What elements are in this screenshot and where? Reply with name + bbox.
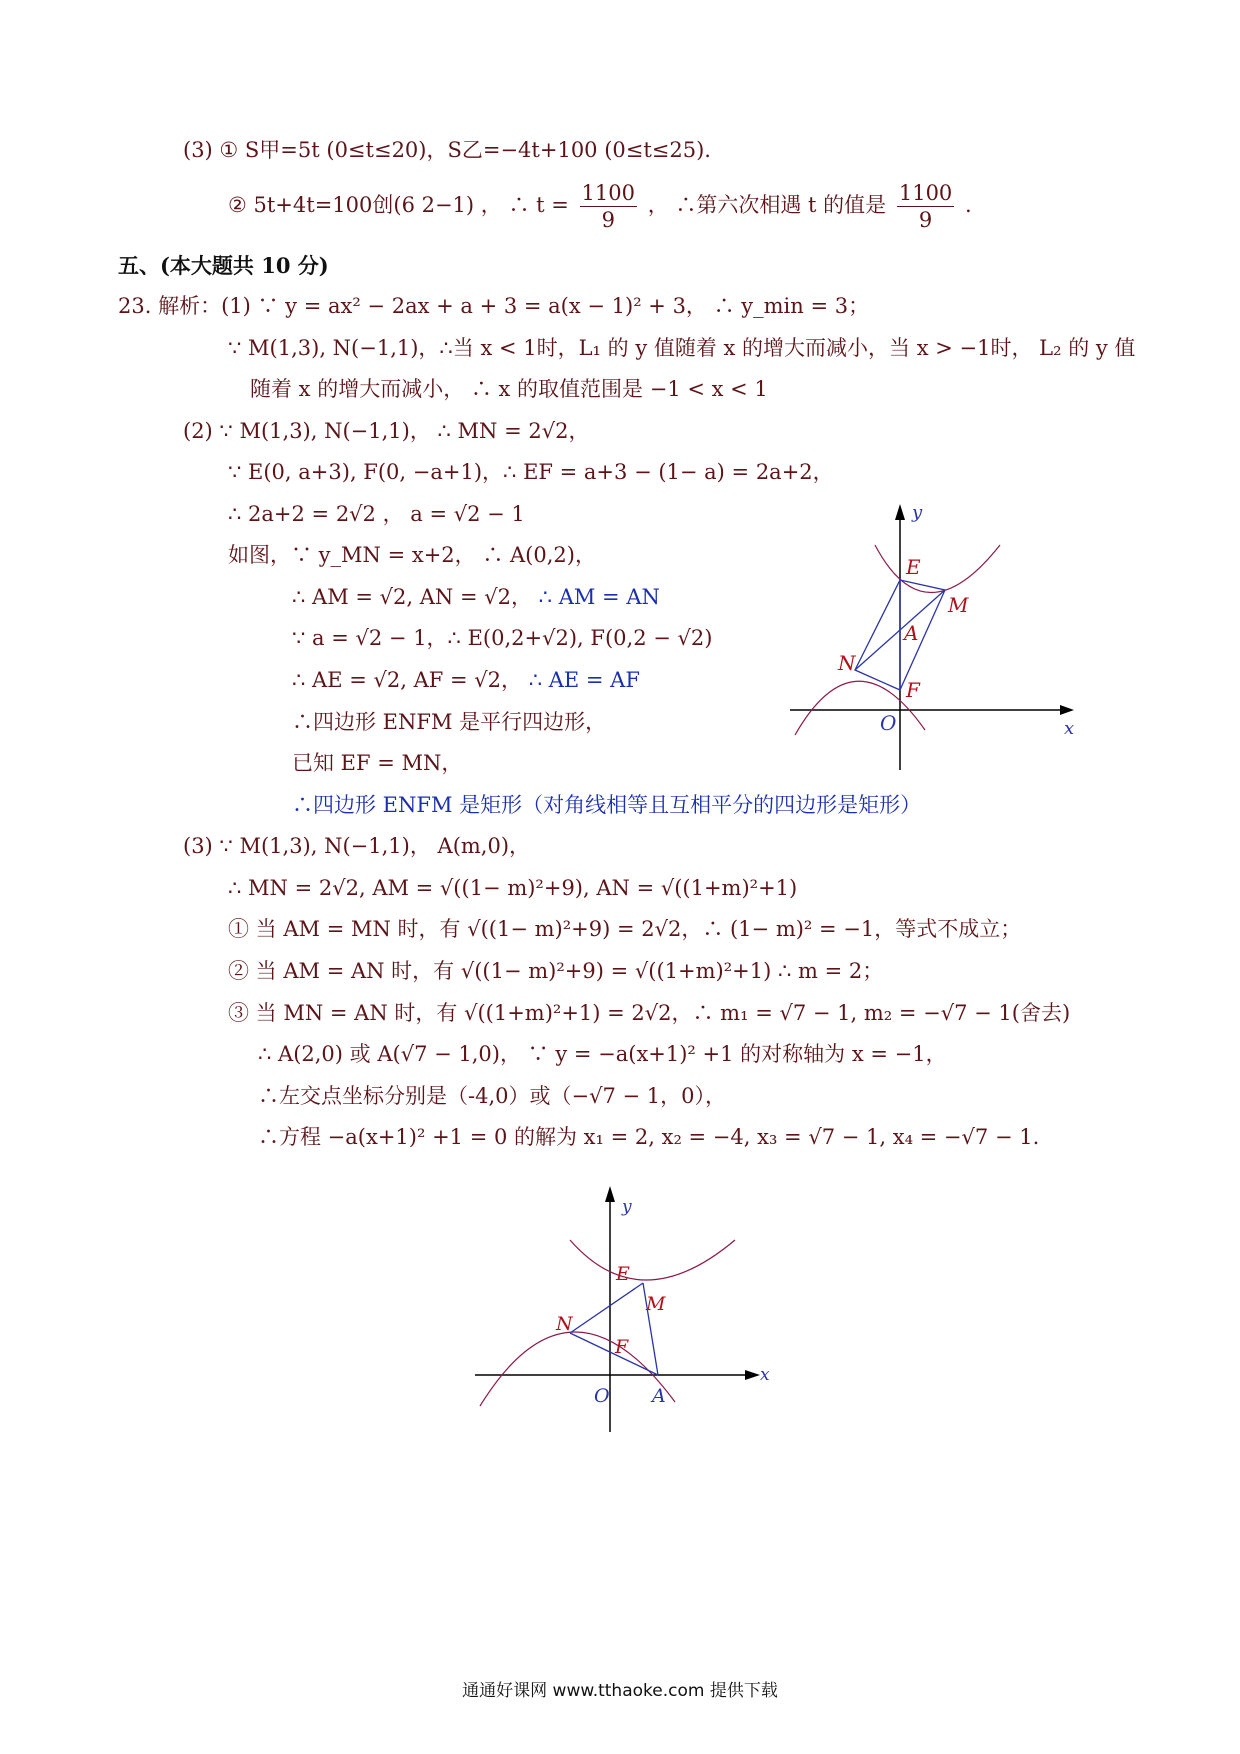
- fig2-label-e: E: [616, 1263, 630, 1285]
- segment-na: [570, 1333, 658, 1375]
- fig2-label-m: M: [646, 1293, 666, 1315]
- fig1-label-y: y: [912, 502, 923, 523]
- fig2-label-y: y: [622, 1197, 632, 1217]
- fraction-denominator: 9: [601, 208, 615, 232]
- q23-line-6: ∴ 2a+2 = 2√2 ， a = √2 − 1: [228, 502, 525, 526]
- footer-source: 通通好课网 www.tthaoke.com 提供下载: [462, 1681, 778, 1701]
- fig1-label-f: F: [906, 678, 920, 702]
- fraction-denominator: 9: [918, 208, 933, 232]
- q23-line-20: ∴左交点坐标分别是（-4,0）或（−√7 − 1，0），: [258, 1084, 726, 1108]
- fraction-numerator: 1100: [898, 181, 953, 205]
- fraction-t-value: [897, 180, 954, 233]
- fraction-numerator: 1100: [581, 181, 635, 205]
- y-axis-arrow: [895, 504, 905, 520]
- part3-line1: (3) ① S甲=5t (0≤t≤20)，S乙=−4t+100 (0≤t≤25).: [183, 138, 711, 162]
- q23-line-14: (3) ∵ M(1,3), N(−1,1)， A(m,0)，: [183, 834, 531, 858]
- fig1-label-a: A: [904, 621, 919, 645]
- fig2-label-f: F: [615, 1336, 629, 1358]
- am-equals-an: ∴ AM = AN: [538, 585, 660, 609]
- fig2-label-n: N: [556, 1313, 573, 1335]
- figure-1-rectangle-diagram: [780, 490, 1100, 780]
- part3-line2-post: .: [964, 193, 972, 217]
- am-an-values: ∴ AM = √2, AN = √2，: [292, 585, 532, 609]
- q23-line-13: ∴四边形 ENFM 是矩形（对角线相等且互相平分的四边形是矩形）: [292, 793, 922, 817]
- fraction-t: [580, 180, 637, 233]
- q23-line-19: ∴ A(2,0) 或 A(√7 − 1,0)， ∵ y = −a(x+1)² +1 的对称轴为 x = −1，: [258, 1042, 947, 1066]
- fig2-label-o: O: [594, 1385, 610, 1407]
- q23-line-5: ∵ E(0, a+3), F(0, −a+1)，∴ EF = a+3 − (1− a) = 2a+2，: [228, 460, 834, 484]
- section-heading: 五、(本大题共 10 分): [118, 253, 329, 278]
- q23-line-15: ∴ MN = 2√2, AM = √((1− m)²+9), AN = √((1+m)²+1): [228, 876, 798, 900]
- q23-line-1: 23. 解析：(1) ∵ y = ax² − 2ax + a + 3 = a(x − 1)² + 3， ∴ y_min = 3；: [118, 294, 870, 318]
- q23-line-18: ③ 当 MN = AN 时，有 √((1+m)²+1) = 2√2，∴ m₁ = √7 − 1, m₂ = −√7 − 1(舍去): [228, 1001, 1071, 1025]
- fig1-label-n: N: [838, 651, 856, 675]
- q23-line-3: 随着 x 的增大而减小， ∴ x 的取值范围是 −1 < x < 1: [250, 377, 768, 401]
- fig1-label-m: M: [948, 593, 969, 617]
- fig1-label-x: x: [1064, 718, 1075, 739]
- fig2-label-x: x: [760, 1365, 770, 1385]
- fig1-label-e: E: [906, 555, 921, 579]
- x-axis-arrow: [1060, 705, 1074, 715]
- q23-line-4: (2) ∵ M(1,3), N(−1,1)， ∴ MN = 2√2，: [183, 419, 590, 443]
- y-axis-arrow: [605, 1186, 615, 1202]
- x-axis-arrow: [745, 1370, 760, 1380]
- fig1-label-o: O: [880, 711, 897, 735]
- fig2-label-a: A: [652, 1385, 666, 1407]
- part3-line2: [228, 180, 972, 233]
- q23-line-12: 已知 EF = MN，: [292, 751, 463, 775]
- q23-line-11: ∴四边形 ENFM 是平行四边形，: [292, 710, 607, 734]
- q23-line-17: ② 当 AM = AN 时，有 √((1− m)²+9) = √((1+m)²+1) ∴ m = 2；: [228, 959, 884, 983]
- ae-af-values: ∴ AE = √2, AF = √2，: [292, 668, 522, 692]
- upper-parabola: [570, 1240, 735, 1280]
- q23-line-2: ∵ M(1,3), N(−1,1)，∴当 x < 1时，L₁ 的 y 值随着 x 的增大而减小，当 x > −1时， L₂ 的 y 值: [228, 336, 1136, 360]
- figure-2-triangle-diagram: [460, 1170, 780, 1440]
- ae-equals-af: ∴ AE = AF: [528, 668, 640, 692]
- q23-line-7: 如图，∵ y_MN = x+2， ∴ A(0,2)，: [228, 543, 596, 567]
- upper-parabola: [875, 545, 1000, 593]
- part3-line2-mid: ， ∴第六次相遇 t 的值是: [647, 193, 887, 217]
- q23-line-16: ① 当 AM = MN 时，有 √((1− m)²+9) = 2√2，∴ (1− m)² = −1，等式不成立；: [228, 917, 1022, 941]
- part3-line2-pre: ② 5t+4t=100创(6 2−1) ， ∴ t =: [228, 193, 569, 217]
- segment-nm: [570, 1283, 643, 1333]
- q23-line-8: [292, 583, 660, 611]
- q23-line-21: ∴方程 −a(x+1)² +1 = 0 的解为 x₁ = 2, x₂ = −4, x₃ = √7 − 1, x₄ = −√7 − 1.: [258, 1125, 1040, 1149]
- q23-line-9: ∵ a = √2 − 1，∴ E(0,2+√2), F(0,2 − √2): [292, 626, 713, 650]
- q23-line-10: [292, 666, 640, 694]
